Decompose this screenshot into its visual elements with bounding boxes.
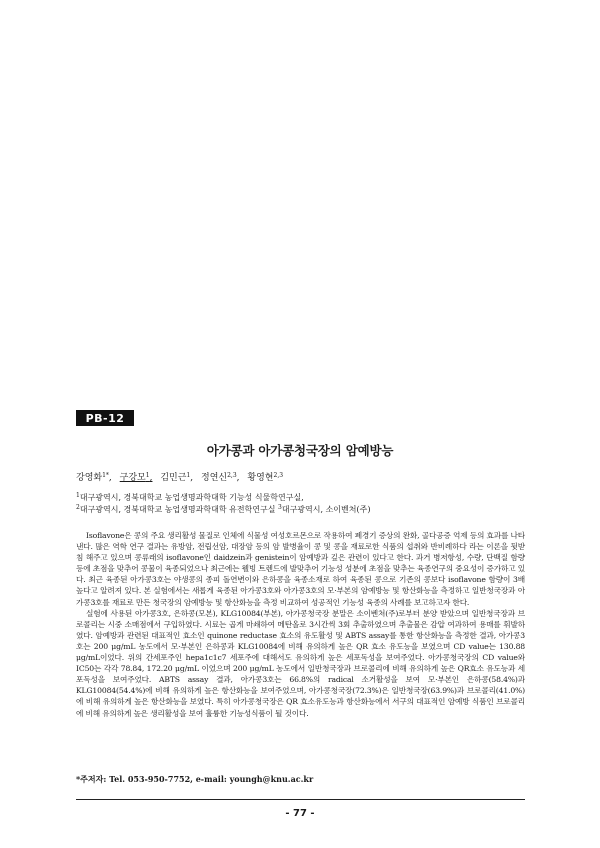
author-2: 구강모$^1$, <box>119 472 153 483</box>
affiliations <box>76 492 370 515</box>
author-4: 정연신$^{2,3}$, <box>201 472 240 483</box>
session-code-badge: PB-12 <box>76 410 134 426</box>
author-3: 김민근$^1$, <box>160 472 194 483</box>
paragraph-results: 실험에 사용된 아가콩3호, 은하콩(모본), KLG10084(부본), 아가콩청국장 분말은 소이벤쳐(주)로부터 분양 받았으며 일반청국장과 브로콜리는 시중 소매점에서 구입하였다. 시료는 곱게 마쇄하여 메탄올로 3시간씩 3회 추출하였으며 추출물은 감압 여과하여 용매를 휘발하였다. 암예방과 관련된 대표적인 효소인 quinone reductase 효소의 유도활성 및 ABTS assay를 통한 항산화능을 측정한 결과, 아가콩3호는 200 μg/mL 농도에서 모·부본인 은하콩과 KLG10084에 비해 유의하게 높은 QR 효소 유도능을 보였으며 CD value는 130.88 μg/mL이었다. 위의 간세포주인 hepa1c1c7 세포주에 대해서도 유의하게 높은 세포독성을 보여주었다. 아가콩청국장의 CD value와 IC50는 각각 78.84, 172.20 μg/mL 이었으며 200 μg/mL 농도에서 일반청국장과 브로콜리에 비해 유의하게 높은 QR효소 유도능과 세포독성을 보여주었다. ABTS assay 결과, 아가콩3호는 66.8%의 radical 소거활성을 보여 모·부본인 은하콩(58.4%)과 KLG10084(54.4%)에 비해 유의하게 높은 항산화능을 보여주었으며, 아가콩청국장(72.3%)은 일반청국장(63.9%)과 브로콜리(41.0%)에 비해 유의하게 높은 항산화능을 보였다. 특히 아가콩청국장은 QR 효소유도능과 항산화능에서 서구의 대표적인 암예방 식품인 브로콜리에 비해 유의하게 높은 생리활성을 보여 훌륭한 기능성식품이 될 것이다. <box>76 608 525 718</box>
paragraph-intro: Isoflavone은 콩의 주요 생리활성 물질로 인체에 식물성 여성호르몬으로 작용하여 폐경기 증상의 완화, 골다공증 억제 등의 효과를 나타낸다. 많은 역학 연구 결과는 유방암, 전립선암, 대장암 등의 암 발병율이 콩 및 콩을 재료로한 식품의 섭취와 반비례하다 라는 이론을 뒷받침 해주고 있으며 콩류래의 isoflavone인 daidzein과 genistein이 암예방과 깊은 관련이 있다고 한다. 과거 병저항성, 수량, 단백질 함량 등에 초점을 맞추어 콩물이 육종되었으나 최근에는 웰빙 트렌드에 발맞추어 기능성 성분에 초점을 맞추는 육종연구의 중요성이 증가하고 있다. 최근 육종된 아가콩3호는 야생콩의 종피 돌연변이와 은하콩을 육종소재로 하여 육종된 콩으로 기존의 콩보다 isoflavone 함량이 3배 높다고 알려져 있다. 본 실험에서는 새롭게 육종된 아가콩3호와 아가콩3호의 모·부본의 암예방능 및 항산화능을 측정하고 일반청국장과 아가콩3호를 재료로 만든 청국장의 암예방능 및 항산화능을 측정 비교하여 성공적인 기능성 육종의 사례를 보고하고자 한다. <box>76 531 525 607</box>
affiliation-1: $^1$대구광역시, 경북대학교 농업생명과학대학 기능성 식물학연구실, <box>76 492 304 502</box>
paper-title: 아가콩과 아가콩청국장의 암예방능 <box>206 443 394 458</box>
affiliation-2: $^2$대구광역시, 경북대학교 농업생명과학대학 유전학연구실 $^3$대구광역시, 소이벤처(주) <box>76 503 371 514</box>
abstract-body <box>76 530 525 719</box>
author-list <box>76 470 288 483</box>
corresponding-author-contact: *주저자: Tel. 053-950-7752, e-mail: youngh@knu.ac.kr <box>76 774 314 784</box>
author-1: 강영화$^{1*}$, <box>76 472 112 483</box>
author-5: 황영현$^{2,3}$ <box>247 472 284 483</box>
page-number: - 77 - <box>285 808 315 819</box>
footer-divider <box>76 799 525 800</box>
